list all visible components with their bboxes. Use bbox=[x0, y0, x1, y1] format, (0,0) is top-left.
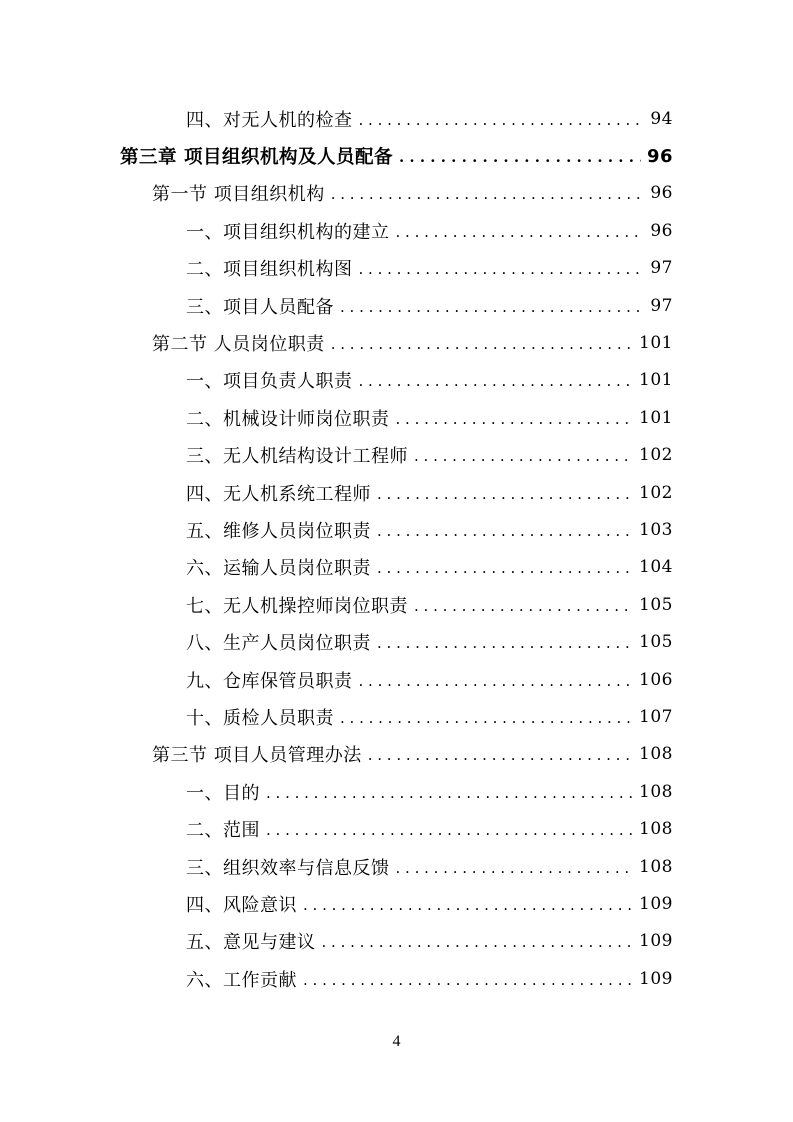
toc-entry[interactable] bbox=[0, 885, 793, 922]
toc-entry-label: 九、仓库保管员职责 bbox=[186, 670, 353, 692]
toc-entry-label: 四、对无人机的检查 bbox=[186, 109, 353, 131]
toc-leader-dots bbox=[414, 447, 633, 465]
toc-entry[interactable] bbox=[0, 960, 793, 997]
toc-entry-label: 二、范围 bbox=[186, 820, 260, 842]
toc-entry-page: 105 bbox=[639, 594, 673, 615]
toc-entry-label: 二、项目组织机构图 bbox=[186, 259, 353, 281]
toc-entry[interactable] bbox=[0, 549, 793, 586]
toc-leader-dots bbox=[331, 185, 645, 203]
toc-entry[interactable] bbox=[0, 437, 793, 474]
toc-entry[interactable] bbox=[0, 212, 793, 249]
toc-section-entry[interactable] bbox=[0, 324, 793, 361]
toc-leader-dots bbox=[331, 335, 633, 353]
toc-entry-page: 108 bbox=[639, 744, 673, 765]
toc-leader-dots bbox=[377, 634, 633, 652]
toc-entry-page: 97 bbox=[650, 295, 673, 316]
toc-leader-dots bbox=[396, 410, 634, 428]
toc-entry-page: 97 bbox=[650, 258, 673, 279]
toc-entry-page: 101 bbox=[639, 407, 673, 428]
toc-entry-page: 109 bbox=[639, 968, 673, 989]
toc-leader-dots bbox=[396, 859, 634, 877]
toc-entry-page: 102 bbox=[639, 482, 673, 503]
toc-entry-page: 109 bbox=[639, 931, 673, 952]
toc-entry-page: 108 bbox=[639, 819, 673, 840]
toc-entry[interactable] bbox=[0, 661, 793, 698]
toc-leader-dots bbox=[340, 298, 644, 316]
toc-entry-page: 96 bbox=[650, 220, 673, 241]
toc-entry-label: 六、工作贡献 bbox=[186, 969, 297, 991]
toc-leader-dots bbox=[303, 971, 633, 989]
toc-entry-page: 101 bbox=[639, 370, 673, 391]
toc-entry-page: 106 bbox=[639, 669, 673, 690]
toc-entry-label: 四、风险意识 bbox=[186, 894, 297, 916]
toc-entry[interactable] bbox=[0, 100, 793, 137]
toc-leader-dots bbox=[322, 933, 634, 951]
toc-entry[interactable] bbox=[0, 773, 793, 810]
table-of-contents bbox=[0, 100, 793, 997]
toc-leader-dots bbox=[368, 746, 633, 764]
toc-leader-dots bbox=[340, 709, 633, 727]
toc-entry-page: 109 bbox=[639, 893, 673, 914]
toc-entry-label: 五、维修人员岗位职责 bbox=[186, 520, 371, 542]
toc-entry[interactable] bbox=[0, 623, 793, 660]
toc-entry-page: 107 bbox=[639, 706, 673, 727]
toc-entry-label: 第二节 人员岗位职责 bbox=[152, 334, 325, 356]
toc-entry-page: 101 bbox=[639, 333, 673, 354]
toc-entry[interactable] bbox=[0, 511, 793, 548]
toc-section-entry[interactable] bbox=[0, 175, 793, 212]
toc-entry-label: 五、意见与建议 bbox=[186, 932, 316, 954]
toc-entry-label: 一、项目负责人职责 bbox=[186, 371, 353, 393]
toc-entry-label: 十、质检人员职责 bbox=[186, 707, 334, 729]
toc-entry-label: 七、无人机操控师岗位职责 bbox=[186, 595, 408, 617]
toc-leader-dots bbox=[377, 485, 633, 503]
toc-leader-dots bbox=[377, 559, 633, 577]
toc-leader-dots bbox=[396, 223, 645, 241]
toc-entry-page: 102 bbox=[639, 445, 673, 466]
toc-entry-page: 103 bbox=[639, 519, 673, 540]
toc-leader-dots bbox=[303, 896, 633, 914]
toc-entry-label: 一、目的 bbox=[186, 782, 260, 804]
toc-leader-dots bbox=[359, 372, 634, 390]
toc-entry-label: 第一节 项目组织机构 bbox=[152, 184, 325, 206]
toc-entry[interactable] bbox=[0, 698, 793, 735]
toc-entry-label: 六、运输人员岗位职责 bbox=[186, 558, 371, 580]
toc-leader-dots bbox=[266, 821, 633, 839]
toc-entry-label: 三、组织效率与信息反馈 bbox=[186, 857, 390, 879]
toc-entry-label: 三、无人机结构设计工程师 bbox=[186, 446, 408, 468]
toc-entry-label: 八、生产人员岗位职责 bbox=[186, 633, 371, 655]
toc-section-entry[interactable] bbox=[0, 736, 793, 773]
toc-entry[interactable] bbox=[0, 848, 793, 885]
toc-entry-page: 108 bbox=[639, 781, 673, 802]
toc-entry-label: 二、机械设计师岗位职责 bbox=[186, 408, 390, 430]
toc-entry-label: 一、项目组织机构的建立 bbox=[186, 221, 390, 243]
toc-leader-dots bbox=[359, 672, 634, 690]
toc-entry[interactable] bbox=[0, 474, 793, 511]
toc-entry-page: 94 bbox=[650, 108, 673, 129]
toc-entry-page: 105 bbox=[639, 632, 673, 653]
toc-leader-dots bbox=[377, 522, 633, 540]
toc-entry[interactable] bbox=[0, 287, 793, 324]
toc-entry[interactable] bbox=[0, 399, 793, 436]
page-number: 4 bbox=[392, 1033, 401, 1050]
toc-entry-label: 第三章 项目组织机构及人员配备 bbox=[120, 147, 393, 169]
toc-entry[interactable] bbox=[0, 250, 793, 287]
toc-leader-dots bbox=[359, 111, 645, 129]
toc-leader-dots bbox=[266, 784, 633, 802]
toc-entry-page: 108 bbox=[639, 856, 673, 877]
toc-entry[interactable] bbox=[0, 923, 793, 960]
toc-entry-label: 四、无人机系统工程师 bbox=[186, 483, 371, 505]
toc-entry[interactable] bbox=[0, 362, 793, 399]
toc-leader-dots bbox=[414, 597, 633, 615]
toc-entry[interactable] bbox=[0, 810, 793, 847]
toc-entry-page: 96 bbox=[646, 145, 673, 167]
toc-leader-dots bbox=[399, 148, 641, 166]
toc-chapter-entry[interactable] bbox=[0, 137, 793, 174]
toc-entry-page: 104 bbox=[639, 557, 673, 578]
toc-entry-page: 96 bbox=[650, 183, 673, 204]
toc-entry-label: 第三节 项目人员管理办法 bbox=[152, 745, 362, 767]
toc-leader-dots bbox=[359, 260, 645, 278]
toc-entry-label: 三、项目人员配备 bbox=[186, 296, 334, 318]
toc-entry[interactable] bbox=[0, 586, 793, 623]
